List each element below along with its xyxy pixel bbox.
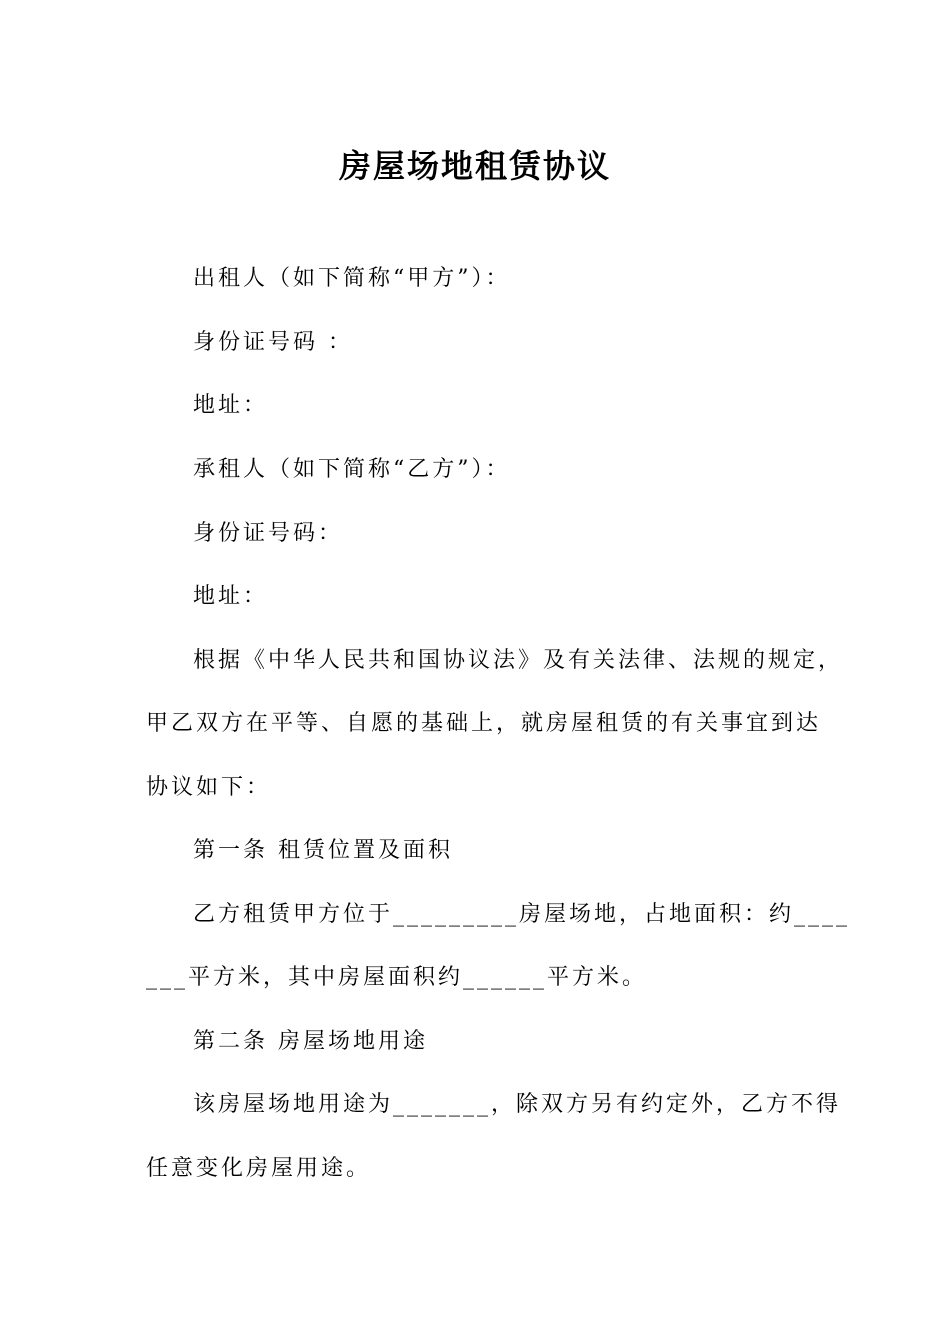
lessor-address-label: 地址：: [193, 393, 269, 418]
preamble-line-1: 根据《中华人民共和国协议法》及有关法律、法规的规定，: [193, 648, 844, 673]
article-2-line-2: 任意变化房屋用途。: [146, 1156, 372, 1181]
preamble-line-2: 甲乙双方在平等、自愿的基础上，就房屋租赁的有关事宜到达: [146, 711, 822, 736]
lessee-label: 承租人（如下简称“乙方”）：: [193, 457, 511, 482]
lessee-id-label: 身份证号码：: [193, 521, 344, 546]
article-1-heading: 第一条 租赁位置及面积: [193, 838, 453, 863]
lessor-label: 出租人（如下简称“甲方”）：: [193, 266, 511, 291]
article-2-heading: 第二条 房屋场地用途: [193, 1029, 428, 1054]
article-1-line-1: 乙方租赁甲方位于_________房屋场地，占地面积：约____: [193, 902, 851, 927]
article-1-line-2: ___平方米，其中房屋面积约______平方米。: [146, 965, 648, 990]
lessee-address-label: 地址：: [193, 584, 269, 609]
document-title: 房屋场地租赁协议: [338, 147, 611, 185]
lessor-id-label: 身份证号码 ：: [193, 330, 353, 355]
preamble-line-3: 协议如下：: [146, 775, 272, 800]
article-2-line-1: 该房屋场地用途为_______，除双方另有约定外，乙方不得: [193, 1092, 842, 1117]
